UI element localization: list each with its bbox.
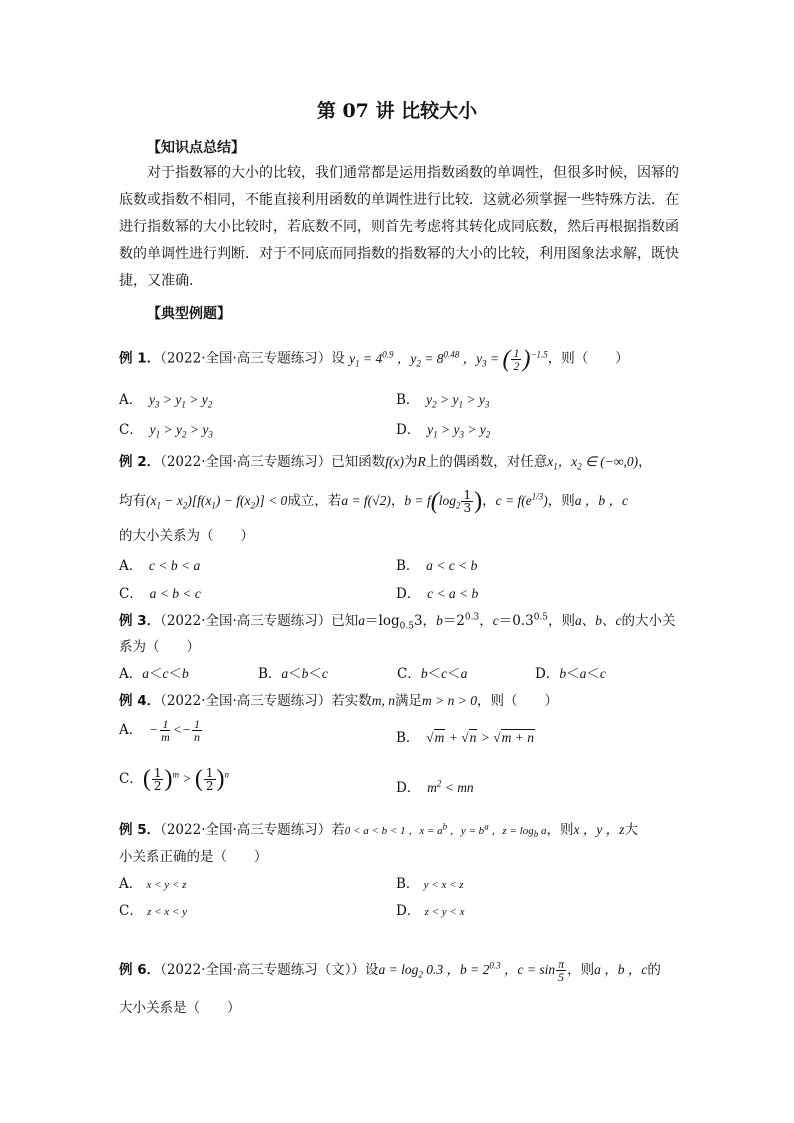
summary-paragraph: 对于指数幂的大小的比较，我们通常都是运用指数函数的单调性，但很多时候，因幂的底数或指数不相同，不能直接利用函数的单调性进行比较．这就必须掌握一些特殊方法．在进行指数幂的大小比较时，若底数不同，则首先考虑将其转化成同底数，然后再根据指数函数的单调性进行判断．对于不同底而同指数的指数幂的大小的比较，利用图象法求解，既快捷，又准确． [119,165,679,289]
example-5-label: 例 5． [119,822,161,838]
example-5-option-b: B． y < x < z [396,876,464,892]
example-1-option-a: A． $y_3 > y_1 > y_2$ [119,392,213,410]
example-4-stem: 例 4．（2022·全国·高三专题练习）若实数m, n满足m > n > 0，则（ ） [119,693,559,709]
example-1-option-b: B． $y_2 > y_1 > y_3$ [396,392,490,410]
example-2-stem: 例 2．（2022·全国·高三专题练习）已知函数f(x)为R上的偶函数，对任意$x_1$，$x_2$ ∈ (−∞,0)， [119,454,652,472]
example-2-line-2: 均有$(x_1 - x_2)[f(x_1) - f(x_2)] < 0$成立，若a = f(√2)，$b = f(\log_2$ $\frac{1}{3}$ )，$c = f(e^{1/3})$，则a ，b ，c [119,488,628,515]
example-1-stem [119,346,629,373]
section-typical-examples: 【典型例题】 [147,306,231,322]
section-knowledge-summary: 【知识点总结】 [147,140,245,156]
example-6-label: 例 6． [119,962,161,978]
example-1-formula: $y_1 = 4^{0.9}$ ，$y_2 = 8^{0.48}$ ，$y_3$ = ( $\frac{1}{2}$ )$^{-1.5}$ [349,346,548,373]
example-3-option-b: B．a＜b＜c [258,666,328,682]
example-2-option-b: B． a < c < b [396,558,478,574]
example-1-option-c: C． $y_1 > y_2 > y_3$ [119,422,213,440]
example-2-option-c: C． a < b < c [119,586,201,602]
example-4-option-d: D． $m^2$ < mn [396,778,474,796]
example-1-text-end: ，则（ ） [547,350,629,367]
example-2-line-3: 的大小关系为（ ） [119,528,254,544]
example-3-stem: 例 3．（2022·全国·高三专题练习）已知$a=\log_{0.5}3$，$b=2^{0.3}$，$c=0.3^{0.5}$，则a、b、c的大小关 [119,612,676,632]
example-5-option-a: A． x < y < z [119,876,187,892]
example-5-option-d: D． z < y < x [396,903,465,919]
example-1-source: （2022·全国·高三专题练习） [160,350,332,367]
example-6-line-2: 大小关系是（ ） [119,1000,241,1016]
example-2-source: （2022·全国·高三专题练习） [160,454,332,470]
example-4-option-a: A． − $\frac{1}{m}$ <− $\frac{1}{n}$ [119,717,201,744]
example-2-option-a: A． c < b < a [119,558,201,574]
example-3-option-d: D．b＜a＜c [535,666,606,682]
example-3-option-a: A．a＜c＜b [119,666,189,682]
example-1-text: 设 [331,350,345,367]
example-5-option-c: C． z < x < y [119,903,187,919]
example-3-option-c: C．b＜c＜a [397,666,468,682]
example-3-label: 例 3． [119,613,161,629]
example-3-line-2: 系为（ ） [119,639,200,655]
example-6-stem: 例 6．（2022·全国·高三专题练习（文））设$a = \log_2 0.3$ ，$b = 2^{0.3}$ ，c = sin $\frac{\pi}{5}$ ，则a ，b ，c的 [119,957,661,984]
example-2-option-d: D． c < a < b [396,586,479,602]
example-4-label: 例 4． [119,693,161,709]
example-4-option-b: B． √m + √n > √m + n [396,730,535,746]
example-2-label: 例 2． [119,454,161,470]
example-5-stem: 例 5．（2022·全国·高三专题练习）若0 < a < b < 1 ，$x = a^b$ ，$y = b^a$ ，$z = \log_b a$，则x ，y ，z大 [119,821,638,840]
example-4-option-c: C．( $\frac{1}{2}$ )$^m$ > ( $\frac{1}{2}$ )$^n$ [119,766,229,793]
page-title: 第 07 讲 比较大小 [316,100,478,122]
example-1-option-d: D． $y_1 > y_3 > y_2$ [396,422,491,440]
example-5-line-2: 小关系正确的是（ ） [119,849,268,865]
example-1-label: 例 1． [119,350,161,367]
